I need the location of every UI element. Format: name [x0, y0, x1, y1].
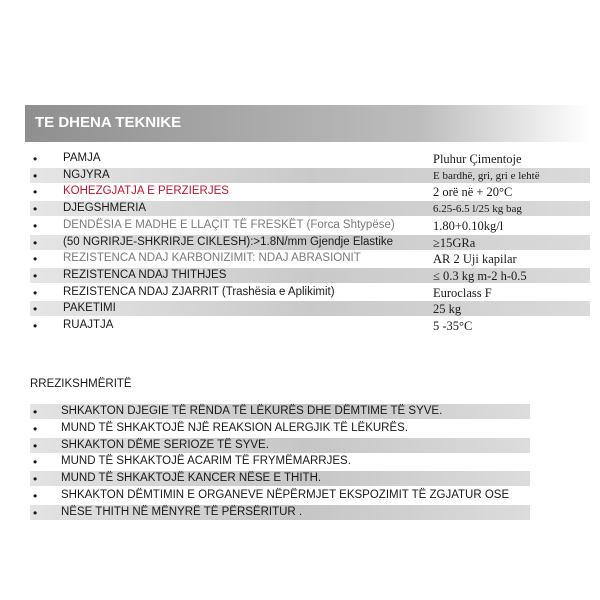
spec-value: ≥15GRa	[433, 235, 476, 250]
section-title: TE DHENA TEKNIKE	[35, 114, 182, 131]
risk-text: MUND TË SHKAKTOJË ACARIM TË FRYMËMARRJES.	[61, 455, 351, 468]
risk-text: NËSE THITH NË MËNYRË TË PËRSËRITUR .	[61, 505, 303, 518]
spec-value: 6.25-6.5 l/25 kg bag	[433, 203, 522, 216]
spec-label: REZISTENCA NDAJ THITHJES	[63, 268, 227, 281]
spec-value: 5 -35°C	[433, 319, 473, 333]
bullet-icon: •	[33, 319, 38, 333]
spec-value: ≤ 0.3 kg m-2 h-0.5	[433, 268, 527, 283]
risk-text: SHKAKTON DËMTIMIN E ORGANEVE NËPËRMJET EKSPOZIMIT TË ZGJATUR OSE	[61, 489, 510, 501]
section-header	[25, 105, 590, 142]
bullet-icon: •	[33, 252, 38, 267]
spec-label: DJEGSHMERIA	[63, 202, 147, 215]
spec-label: DENDËSIA E MADHE E LLAÇIT TË FRESKËT (Forca Shtypëse)	[63, 218, 395, 231]
bullet-icon: •	[33, 235, 38, 250]
bullet-icon: •	[33, 218, 38, 233]
risk-item	[30, 488, 530, 503]
bullet-icon: •	[33, 455, 38, 470]
risk-text: MUND TË SHKAKTOJË NJË REAKSION ALERGJIK TË LËKURËS.	[61, 421, 409, 434]
spec-label: RUAJTJA	[63, 319, 114, 331]
risks-title: RREZIKSHMËRITË	[30, 378, 132, 390]
spec-value: 25 kg	[433, 302, 462, 317]
spec-value: AR 2 Uji kapilar	[433, 252, 517, 267]
bullet-icon: •	[33, 152, 38, 166]
spec-value: Pluhur Çimentoje	[433, 152, 522, 166]
bullet-icon: •	[33, 438, 38, 453]
risk-item	[30, 421, 530, 436]
risk-item	[30, 438, 530, 453]
bullet-icon: •	[33, 268, 38, 283]
spec-label: (50 NGRIRJE-SHKRIRJE CIKLESH):>1.8N/mm Gjendje Elastike	[63, 235, 394, 248]
spec-label: PAMJA	[63, 152, 101, 164]
risk-item	[30, 471, 530, 486]
spec-row	[30, 151, 590, 166]
bullet-icon: •	[33, 421, 38, 436]
spec-row	[30, 301, 590, 316]
spec-value: 2 orë në + 20°C	[433, 185, 513, 200]
spec-value: 1.80+0.10kg/l	[433, 218, 504, 233]
bullet-icon: •	[33, 202, 38, 217]
risk-text: SHKAKTON DËME SERIOZE TË SYVE.	[61, 438, 269, 451]
risk-item	[30, 454, 530, 469]
bullet-icon: •	[33, 505, 38, 520]
risk-item	[30, 404, 530, 419]
bullet-icon: •	[33, 285, 38, 300]
bullet-icon: •	[33, 472, 38, 487]
spec-row	[30, 251, 590, 266]
spec-value: Euroclass F	[433, 285, 492, 300]
spec-row	[30, 218, 590, 233]
spec-row	[30, 184, 590, 199]
spec-label: REZISTENCA NDAJ KARBONIZIMIT: NDAJ ABRASIONIT	[63, 252, 361, 265]
spec-row	[30, 235, 590, 250]
spec-row	[30, 201, 590, 216]
risk-text: SHKAKTON DJEGIE TË RËNDA TË LËKURËS DHE DËMTIME TË SYVE.	[61, 405, 443, 417]
spec-row	[30, 285, 590, 300]
bullet-icon: •	[33, 185, 38, 200]
spec-label: REZISTENCA NDAJ ZJARRIT (Trashësia e Aplikimit)	[63, 285, 335, 298]
risk-text: MUND TË SHKAKTOJË KANCER NËSE E THITH.	[61, 472, 322, 485]
risk-item	[30, 505, 530, 520]
spec-label: NGJYRA	[63, 168, 110, 181]
spec-row	[30, 268, 590, 283]
bullet-icon: •	[33, 405, 38, 419]
bullet-icon: •	[33, 489, 38, 503]
spec-value: E bardhë, gri, gri e lehtë	[433, 169, 540, 182]
spec-row	[30, 318, 590, 333]
spec-row	[30, 168, 590, 183]
bullet-icon: •	[33, 302, 38, 317]
spec-label: KOHEZGJATJA E PERZIERJES	[63, 185, 229, 198]
bullet-icon: •	[33, 168, 38, 183]
spec-label: PAKETIMI	[63, 302, 116, 315]
